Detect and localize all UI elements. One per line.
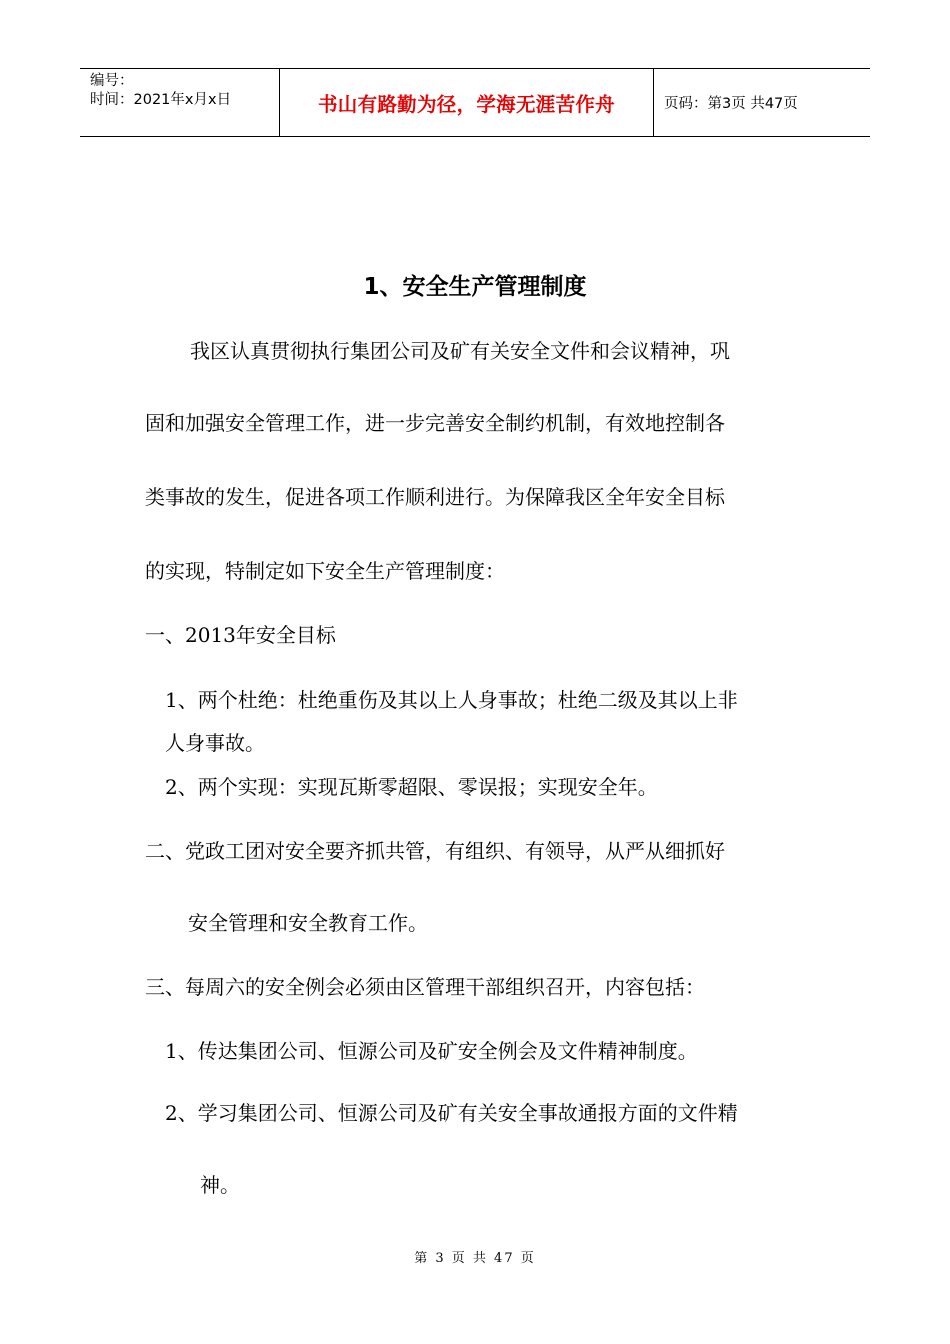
intro-line-4: 的实现，特制定如下安全生产管理制度： xyxy=(145,559,505,583)
document-number-label: 编号： xyxy=(90,73,134,89)
document-date: 时间：2021年x月x日 xyxy=(90,92,232,108)
document-title: 1、安全生产管理制度 xyxy=(363,274,587,300)
intro-line-3: 类事故的发生，促进各项工作顺利进行。为保障我区全年安全目标 xyxy=(145,485,725,509)
intro-line-1: 我区认真贯彻执行集团公司及矿有关安全文件和会议精神，巩 xyxy=(190,339,730,363)
section-2-line-1: 二、党政工团对安全要齐抓共管，有组织、有领导，从严从细抓好 xyxy=(145,839,725,863)
section-3-item-2-line-1: 2、学习集团公司、恒源公司及矿有关安全事故通报方面的文件精 xyxy=(165,1101,738,1125)
header-motto: 书山有路勤为径，学海无涯苦作舟 xyxy=(280,69,654,136)
section-1-item-1-line-1: 1、两个杜绝：杜绝重伤及其以上人身事故；杜绝二级及其以上非 xyxy=(165,688,738,712)
intro-line-2: 固和加强安全管理工作，进一步完善安全制约机制，有效地控制各 xyxy=(145,411,725,435)
section-2-line-2: 安全管理和安全教育工作。 xyxy=(188,911,428,935)
section-1-item-2: 2、两个实现：实现瓦斯零超限、零误报；实现安全年。 xyxy=(165,775,658,799)
header-meta xyxy=(80,69,280,136)
section-3-title: 三、每周六的安全例会必须由区管理干部组织召开，内容包括： xyxy=(145,975,705,999)
section-3-item-2-line-2: 神。 xyxy=(200,1173,240,1197)
page-footer: 第 3 页 共 47 页 xyxy=(414,1251,536,1266)
section-1-title: 一、2013年安全目标 xyxy=(145,623,336,647)
page-header xyxy=(80,68,870,137)
header-page-info: 页码：第3页 共47页 xyxy=(664,96,798,112)
section-1-item-1-line-2: 人身事故。 xyxy=(165,731,265,755)
section-3-item-1: 1、传达集团公司、恒源公司及矿安全例会及文件精神制度。 xyxy=(165,1039,698,1063)
